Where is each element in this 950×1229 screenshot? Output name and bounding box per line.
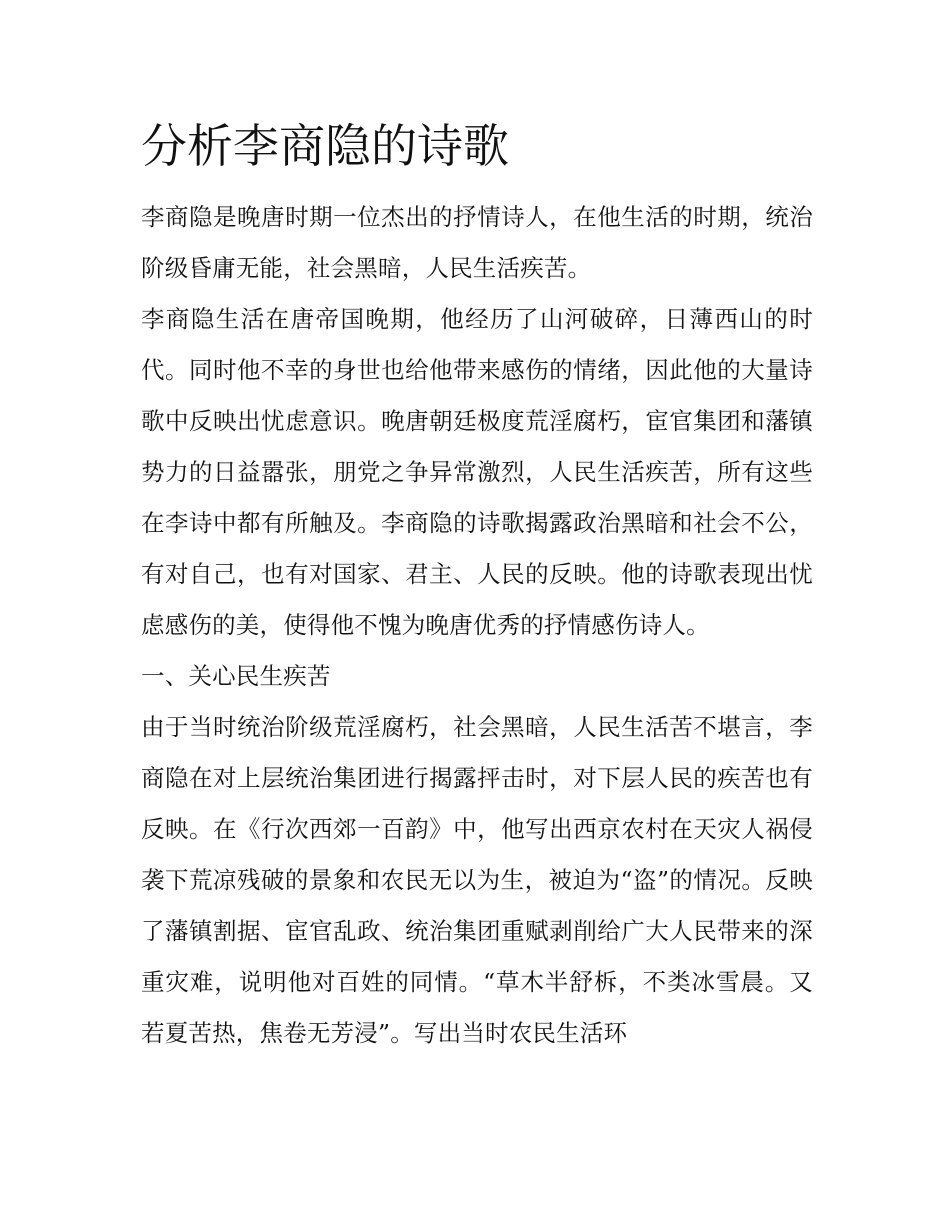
document-page [141, 112, 813, 1059]
document-title: 分析李商隐的诗歌 [141, 119, 509, 173]
section-heading: 一、关心民生疾苦 [141, 662, 331, 690]
paragraph-background: 李商隐生活在唐帝国晚期，他经历了山河破碎，日薄西山的时代。同时他不幸的身世也给他带来感伤的情绪，因此他的大量诗歌中反映出忧虑意识。晚唐朝廷极度荒淫腐朽，宦官集团和藩镇势力的日益嚣张，朋党之争异常激烈，人民生活疾苦，所有这些在李诗中都有所触及。李商隐的诗歌揭露政治黑暗和社会不公，有对自己，也有对国家、君主、人民的反映。他的诗歌表现出忧虑感伤的美，使得他不愧为晚唐优秀的抒情感伤诗人。 [141, 305, 813, 639]
paragraph-section-one: 由于当时统治阶级荒淫腐朽，社会黑暗，人民生活苦不堪言，李商隐在对上层统治集团进行揭露抨击时，对下层人民的疾苦也有反映。在《行次西郊一百韵》中，他写出西京农村在天灾人祸侵袭下荒凉残破的景象和农民无以为生，被迫为“盗”的情况。反映了藩镇割据、宦官乱政、统治集团重赋剥削给广大人民带来的深重灾难，说明他对百姓的同情。“草木半舒柝，不类冰雪晨。又若夏苦热，焦卷无芳浸”。写出当时农民生活环 [141, 713, 813, 1047]
paragraph-intro: 李商隐是晚唐时期一位杰出的抒情诗人，在他生活的时期，统治阶级昏庸无能，社会黑暗，人民生活疾苦。 [141, 203, 813, 282]
